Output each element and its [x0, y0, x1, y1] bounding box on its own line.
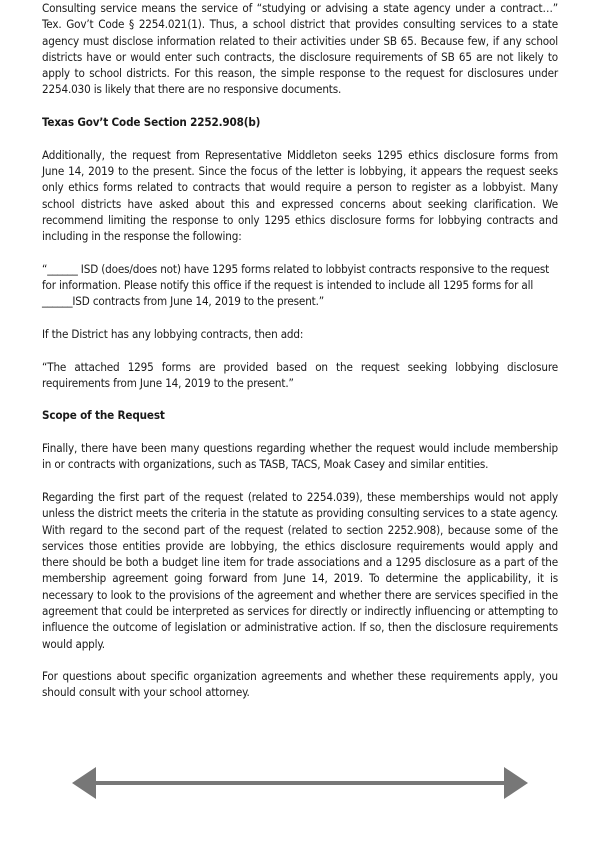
heading-section-2252-908b: Texas Gov’t Code Section 2252.908(b): [42, 115, 261, 130]
paragraph-memberships-analysis: Regarding the first part of the request (related to 2254.039), these memberships would not apply unless the district meets the criteria in the statute as providing consulting services to a state agency. With regard to the second part of the request (related to section 2252.908), because some of the services those entities provide are lobbying, the ethics disclosure requirements would apply and there should be both a budget line item for trade associations and a 1295 disclosure as a part of the membership agreement going forward from June 14, 2019. To determine the applicability, it is necessary to look to the provisions of the agreement and whether there are services specified in the agreement that could be interpreted as services for directly or indirectly influencing or attempting to influence the outcome of legislation or administrative action. If so, then the disclosure requirements would apply.: [42, 489, 558, 651]
paragraph-middleton-request: Additionally, the request from Representative Middleton seeks 1295 ethics disclosure forms from June 14, 2019 to the present. Since the focus of the letter is lobbying, it appears the request seeks only ethics forms related to contracts that would require a person to register as a lobbyist. Many school districts have asked about this and expressed concerns about seeking clarification. We recommend limiting the response to only 1295 ethics disclosure forms for lobbying contracts and including in the response the following:: [42, 147, 558, 244]
paragraph-consult-attorney: For questions about specific organization agreements and whether these requirements apply, you should consult with your school attorney.: [42, 669, 558, 700]
quoted-response-block: [42, 261, 558, 310]
paragraph-consulting-service: Consulting service means the service of “studying or advising a state agency under a contract…” Tex. Gov’t Code § 2254.021(1). Thus, a school district that provides consulting services to a state agency must disclose information related to their activities under SB 65. Because few, if any school districts have or would enter such contracts, the disclosure requirements of SB 65 are not likely to apply to school districts. For this reason, the simple response to the request for disclosures under 2254.030 is likely that there are no responsive documents.: [42, 1, 558, 97]
quote-line-1: “______ ISD (does/does not) have 1295 forms related to lobbyist contracts responsive to the request: [42, 261, 550, 276]
paragraph-memberships-question: Finally, there have been many questions regarding whether the request would include membership in or contracts with organizations, such as TASB, TACS, Moak Casey and similar entities.: [42, 441, 558, 472]
paragraph-lobbying-add: If the District has any lobbying contracts, then add:: [42, 326, 304, 341]
quote-line-2: for information. Please notify this office if the request is intended to include all 1295 forms for all: [42, 278, 534, 293]
quote-line-3: ______ISD contracts from June 14, 2019 to the present.”: [42, 294, 325, 309]
heading-scope-of-request: Scope of the Request: [42, 408, 165, 423]
document-page: [42, 0, 558, 701]
paragraph-attached-forms: “The attached 1295 forms are provided based on the request seeking lobbying disclosure requirements from June 14, 2019 to the present.”: [42, 359, 558, 390]
double-headed-arrow-icon: [72, 767, 528, 799]
